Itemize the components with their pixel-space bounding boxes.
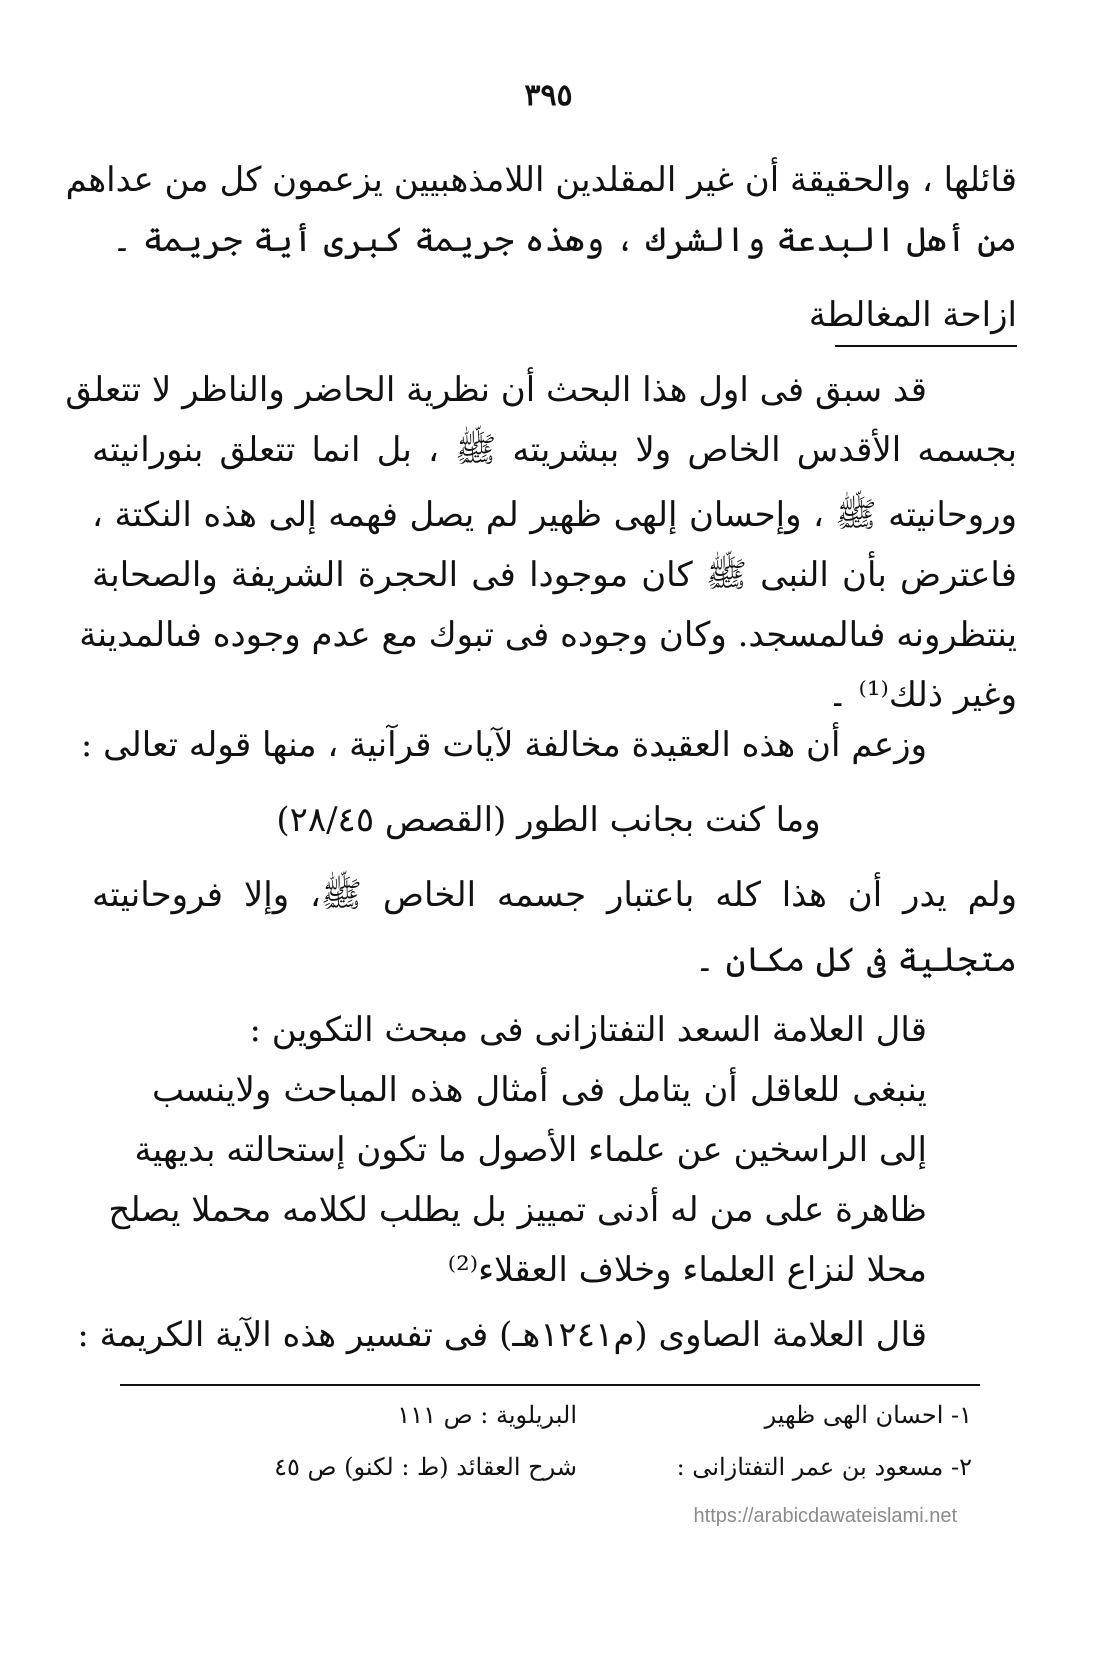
heading-underline <box>835 345 1017 347</box>
paragraph-line: قال العلامة السعد التفتازانى فى مبحث التكوين : <box>249 1010 927 1050</box>
paragraph-line: متجلية فى كل مكان ۔ <box>694 940 1017 980</box>
quote-block-line: إلى الراسخين عن علماء الأصول ما تكون إستحالته بديهية <box>134 1130 927 1170</box>
paragraph-line: وروحانيته ﷺ ، وإحسان إلهى ظهير لم يصل فهمه إلى هذه النكتة ، <box>92 495 1017 535</box>
paragraph-line: وزعم أن هذه العقيدة مخالفة لآيات قرآنية ، منها قوله تعالى : <box>80 725 927 765</box>
quote-block-line: ينبغى للعاقل أن يتامل فى أمثال هذه المباحث ولاينسب <box>152 1070 927 1110</box>
footnote-marker: ٢- مسعود بن عمر التفتازانى : <box>676 1453 972 1481</box>
footnote-divider <box>120 1384 980 1386</box>
paragraph-line: بجسمه الأقدس الخاص ولا ببشريته ﷺ ، بل انما تتعلق بنورانيته <box>92 430 1017 470</box>
paragraph-line: ينتظرونه فىالمسجد. وكان وجوده فى تبوك مع عدم وجوده فىالمدينة <box>79 615 1017 655</box>
paragraph-line: قائلها ، والحقيقة أن غير المقلدين اللامذهبيين يزعمون كل من عداهم <box>65 160 1017 200</box>
paragraph-line: فاعترض بأن النبى ﷺ كان موجودا فى الحجرة الشريفة والصحابة <box>92 555 1017 595</box>
footnote-source: البريلوية : ص ١١١ <box>397 1401 577 1429</box>
paragraph-line: ولم يدر أن هذا كله باعتبار جسمه الخاص ﷺ، وإلا فروحانيته <box>92 875 1017 915</box>
footnote-marker: ١- احسان الهى ظهير <box>764 1401 972 1429</box>
quran-quote: وما كنت بجانب الطور (القصص ٢٨/٤٥) <box>276 800 821 840</box>
footnote-source: شرح العقائد (ط : لكنو) ص ٤٥ <box>274 1453 577 1481</box>
paragraph-line: قال العلامة الصاوى (م١٢٤١هـ) فى تفسير هذه الآية الكريمة : <box>77 1315 927 1355</box>
quote-block-line: ظاهرة على من له أدنى تمييز بل يطلب لكلامه محملا يصلح <box>108 1190 927 1230</box>
quote-block-line: محلا لنزاع العلماء وخلاف العقلاء⁽²⁾ <box>447 1250 927 1290</box>
page-number: ٣٩٥ <box>524 78 573 113</box>
watermark-url: https://arabicdawateislami.net <box>693 1505 957 1527</box>
paragraph-line: وغير ذلك⁽¹⁾ ۔ <box>827 675 1017 715</box>
paragraph-line: من أهل البدعة والشرك ، وهذه جريمة كبرى أية جريمة ۔ <box>112 220 1017 260</box>
paragraph-line: قد سبق فى اول هذا البحث أن نظرية الحاضر والناظر لا تتعلق <box>65 370 927 410</box>
section-heading: ازاحة المغالطة <box>808 295 1017 335</box>
